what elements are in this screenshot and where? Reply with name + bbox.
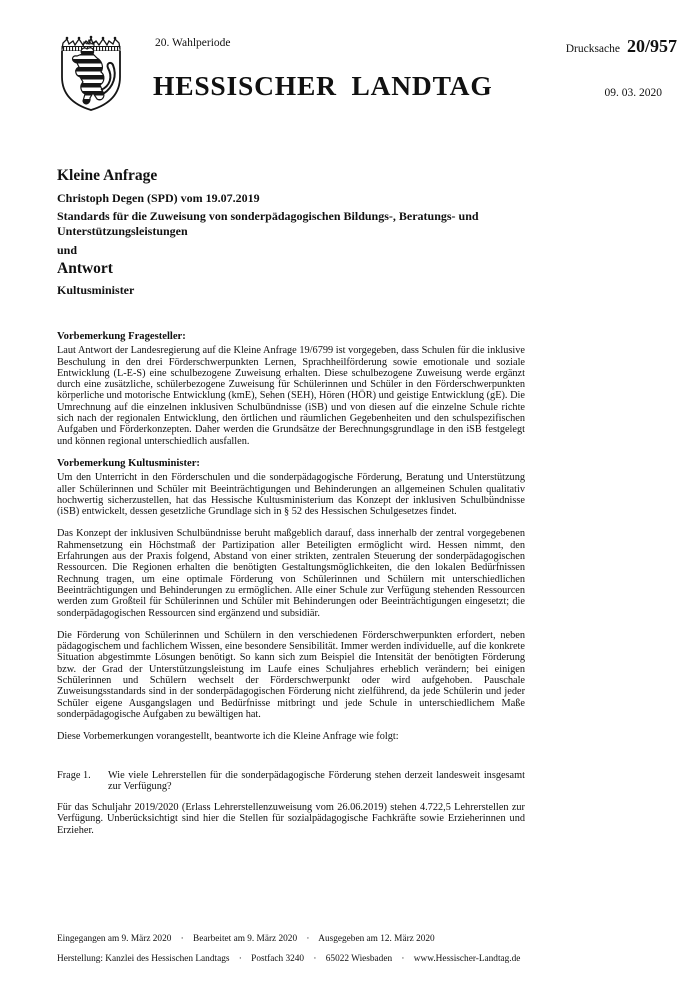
parliament-title: HESSISCHER LANDTAG bbox=[153, 70, 493, 101]
question-label: Frage 1. bbox=[57, 769, 91, 781]
drucksache-block bbox=[566, 36, 677, 57]
wahlperiode-label: 20. Wahlperiode bbox=[155, 37, 231, 49]
paragraph: Das Konzept der inklusiven Schulbündnisse beruht maßgeblich darauf, dass innerhalb der zentral vorgegebenen Rahmensetzung ein Höchstmaß der Partizipation aller Beteiligten ermöglicht wird. Hessen nimmt, den Erfahrungen aus der Praxis folgend, Abstand von einer strikten, zentralen Steuerung der sonderpädagogischen Ressourcen. Die Regionen erhalten die benötigten Gestaltungsmöglichkeiten, die den lokalen Bedürfnissen Rechnung tragen, um eine optimale Förderung von Schülerinnen und Schülern mit unterschiedlichen Beeinträchtigungen und Behinderungen zu ermöglichen. Alle einer Schule zur Verfügung stehenden Ressourcen werden zum Großteil für Schülerinnen und Schüler mit Behinderungen oder Beeinträchtigungen eingesetzt; die sonderpädagogischen Ressourcen sind ergänzend und subsidiär. bbox=[57, 528, 525, 619]
paragraph: Um den Unterricht in den Förderschulen und die sonderpädagogische Förderung, Beratung und Unterstützung aller Schülerinnen und Schüler mit Beeinträchtigungen und Behinderungen an allgemeinen Schulen qualitativ hochwertig sicherzustellen, hat das Hessische Kultusministerium das Konzept der inklusiven Schulbündnisse (iSB) entwickelt, dessen gesetzliche Grundlage sich in § 52 des Hessischen Schulgesetzes findet. bbox=[57, 472, 525, 518]
paragraph: Laut Antwort der Landesregierung auf die Kleine Anfrage 19/6799 ist vorgegeben, dass Schulen für die inklusive Beschulung in den drei Förderschwerpunkten Lernen, Sprachheilförderung sowie emotionale und soziale Entwicklung (L-E-S) eine schulbezogene Zuweisung erhalten. Diese schulbezogene Zuweisung werde ergänzt durch eine zusätzliche, schülerbezogene Zuweisung für Schülerinnen und Schüler in den Förderschwerpunkten körperliche und motorische Entwicklung (kmE), Sehen (SEH), Hören (HÖR) und geistige Entwicklung (gE). Die Umrechnung auf die einzelnen inklusiven Schulbündnisse (iSB) und von diesen auf die einzelne Schule richte sich nach der regionalen Entwicklung, den örtlichen und räumlichen Gegebenheiten und den schulspezifischen Aufgaben und Förderkonzepten. Daher werden die Grundsätze der Berechnungsgrundlage in den iSB festgelegt und können regional unterschiedlich ausfallen. bbox=[57, 345, 525, 447]
doc-type-heading: Kleine Anfrage bbox=[57, 167, 158, 184]
drucksache-number: 20/957 bbox=[626, 36, 677, 56]
footer-dates-line: Eingegangen am 9. März 2020 · Bearbeitet am 9. März 2020 · Ausgegeben am 12. März 2020 bbox=[57, 934, 435, 944]
section-vorbemerkung-fragesteller bbox=[57, 331, 525, 447]
section-vorbemerkung-kultusminister bbox=[57, 458, 525, 743]
document-footer bbox=[57, 934, 520, 965]
footer-publisher-line: Herstellung: Kanzlei des Hessischen Landtags · Postfach 3240 · 65022 Wiesbaden · www.Hessischer-Landtag.de bbox=[57, 954, 521, 964]
connector-word: und bbox=[57, 243, 78, 257]
author-line: Christoph Degen (SPD) vom 19.07.2019 bbox=[57, 191, 260, 205]
document-body bbox=[57, 167, 525, 836]
paragraph: Die Förderung von Schülerinnen und Schülern in den verschiedenen Förderschwerpunkten erfordert, neben pädagogischem und fachlichem Wissen, eine besondere Sensibilität. Immer werden individuelle, auf die konkrete Situation abgestimmte Lösungen benötigt. So kann sich zum Beispiel die Intensität der benötigten Förderung bzw. der Grad der Unterstützungsleistung im Laufe eines Schuljahres erheblich verändern; bei einigen Schülerinnen und Schülern wechselt der Förderschwerpunkt oder wird aufgehoben. Pauschale Zuweisungsstandards sind in der sonderpädagogischen Förderung nicht zielführend, da jede Schülerin und jeder Schüler eigene Ausgangslagen und Bedürfnisse mitbringt und jede Schule in unterschiedlichem Maße sonderpädagogische Aufgaben zu bewältigen hat. bbox=[57, 629, 525, 720]
subject-title: Standards für die Zuweisung von sonderpädagogischen Bildungs-, Beratungs- und Unterstützungsleistungen bbox=[57, 209, 479, 238]
drucksache-label: Drucksache bbox=[565, 43, 620, 55]
question-1 bbox=[57, 770, 525, 793]
answer-author: Kultusminister bbox=[57, 283, 135, 297]
answer-paragraph: Für das Schuljahr 2019/2020 (Erlass Lehrerstellenzuweisung vom 26.06.2019) stehen 4.722,5 Lehrerstellen zur Verfügung. Unberücksichtigt sind hier die Stellen für sozialpädagogische Fachkräfte sowie Erzieherinnen und Erzieher. bbox=[57, 802, 525, 836]
question-text: Wie viele Lehrerstellen für die sonderpädagogische Förderung stehen derzeit landesweit insgesamt zur Verfügung? bbox=[108, 769, 525, 792]
document-date: 09. 03. 2020 bbox=[604, 87, 662, 99]
section-heading: Vorbemerkung Kultusminister: bbox=[57, 457, 200, 469]
answer-heading: Antwort bbox=[57, 260, 113, 277]
coat-of-arms-icon bbox=[58, 35, 124, 120]
closing-remark: Diese Vorbemerkungen vorangestellt, beantworte ich die Kleine Anfrage wie folgt: bbox=[57, 731, 399, 743]
section-heading: Vorbemerkung Fragesteller: bbox=[57, 331, 186, 342]
